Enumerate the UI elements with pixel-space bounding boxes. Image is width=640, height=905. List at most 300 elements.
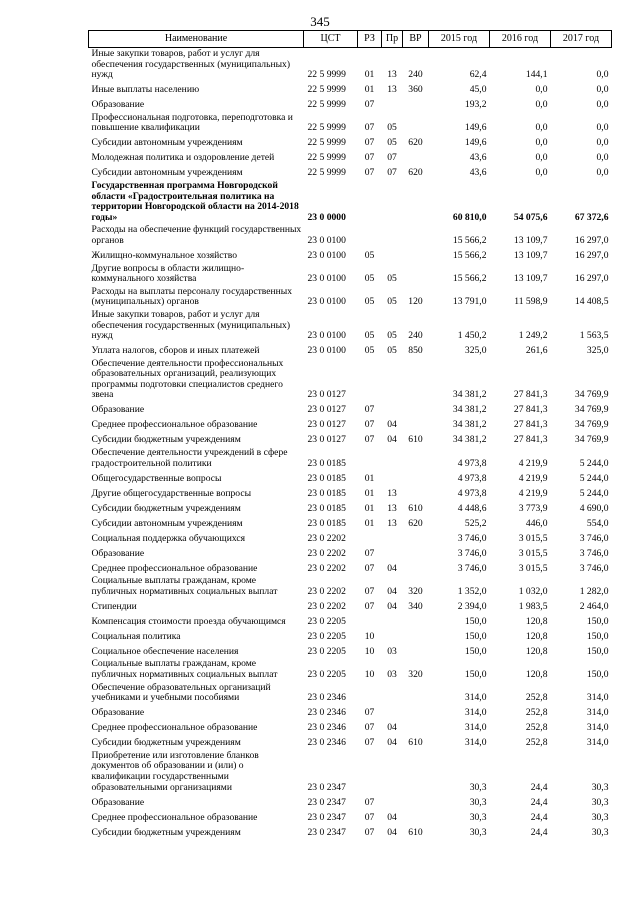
row-rz: 05 <box>364 330 375 342</box>
row-2017: 34 769,9 <box>574 389 609 401</box>
row-2015: 34 381,2 <box>452 389 487 401</box>
row-vr: 620 <box>408 137 423 149</box>
row-2017: 314,0 <box>586 722 609 734</box>
row-2017: 1 282,0 <box>579 585 609 597</box>
table-row <box>89 500 612 515</box>
row-cst: 23 0 0100 <box>307 249 346 261</box>
row-vr <box>403 97 429 112</box>
row-2015: 2 394,0 <box>457 600 487 612</box>
table-row <box>89 343 612 358</box>
row-pr: 04 <box>387 585 397 597</box>
row-2017: 30,3 <box>591 811 609 823</box>
table-row <box>89 470 612 485</box>
row-pr <box>382 682 403 705</box>
row-2016: 3 773,9 <box>518 502 548 514</box>
row-2016: 252,8 <box>525 707 548 719</box>
row-pr <box>382 628 403 643</box>
table-row <box>89 224 612 247</box>
row-cst: 23 0 0100 <box>307 234 346 246</box>
row-2015: 314,0 <box>464 707 487 719</box>
row-name: Субсидии автономным учреждениям <box>91 137 243 149</box>
row-rz <box>358 180 382 224</box>
row-rz: 01 <box>364 69 375 81</box>
row-rz: 07 <box>364 600 375 612</box>
row-2017: 1 563,5 <box>579 330 609 342</box>
table-row <box>89 530 612 545</box>
row-vr: 620 <box>408 517 423 529</box>
table-row <box>89 575 612 598</box>
row-name: Иные выплаты населению <box>91 84 200 96</box>
row-rz <box>358 358 382 402</box>
row-2015: 60 810,0 <box>452 211 487 223</box>
row-2015: 34 381,2 <box>452 434 487 446</box>
row-vr: 320 <box>408 585 423 597</box>
row-cst: 23 0 2346 <box>307 692 346 704</box>
row-2015: 43,6 <box>469 167 487 179</box>
row-2017: 3 746,0 <box>579 532 609 544</box>
row-name: Среднее профессиональное образование <box>91 419 258 431</box>
row-cst: 23 0 2346 <box>307 737 346 749</box>
row-vr <box>403 809 429 824</box>
row-vr <box>403 545 429 560</box>
row-2015: 4 973,8 <box>457 457 487 469</box>
row-name: Образование <box>91 707 145 719</box>
row-2016: 4 219,9 <box>518 457 548 469</box>
row-2015: 314,0 <box>464 722 487 734</box>
row-2016: 27 841,3 <box>513 389 548 401</box>
row-pr: 04 <box>387 826 397 838</box>
row-rz: 07 <box>364 419 375 431</box>
table-row <box>89 735 612 750</box>
row-vr <box>403 682 429 705</box>
row-2017: 314,0 <box>586 692 609 704</box>
row-2016: 252,8 <box>525 692 548 704</box>
row-cst: 23 0 0185 <box>307 487 346 499</box>
row-rz: 05 <box>364 345 375 357</box>
row-2017: 150,0 <box>586 669 609 681</box>
row-name: Среднее профессиональное образование <box>91 811 258 823</box>
row-pr <box>382 545 403 560</box>
row-cst: 23 0 0127 <box>307 434 346 446</box>
row-2016: 0,0 <box>535 137 548 149</box>
row-cst: 23 0 2205 <box>307 645 346 657</box>
row-name: Социальные выплаты гражданам, кроме публичных нормативных социальных выплат <box>91 575 278 597</box>
row-2016: 261,6 <box>525 345 548 357</box>
row-2017: 16 297,0 <box>574 273 609 285</box>
row-name: Другие общегосударственные вопросы <box>91 487 252 499</box>
row-2016: 1 249,2 <box>518 330 548 342</box>
row-2016: 13 109,7 <box>513 234 548 246</box>
row-cst: 23 0 2205 <box>307 615 346 627</box>
row-2015: 314,0 <box>464 692 487 704</box>
row-pr: 13 <box>387 517 397 529</box>
table-row <box>89 150 612 165</box>
row-rz: 07 <box>364 585 375 597</box>
row-name: Иные закупки товаров, работ и услуг для обеспечения государственных (муниципальных) нужд <box>91 48 291 81</box>
row-2015: 45,0 <box>469 84 487 96</box>
row-2017: 30,3 <box>591 826 609 838</box>
row-name: Субсидии бюджетным учреждениям <box>91 737 241 749</box>
row-cst: 22 5 9999 <box>307 84 346 96</box>
row-cst: 23 0 0185 <box>307 517 346 529</box>
row-2016: 0,0 <box>535 99 548 111</box>
row-2017: 3 746,0 <box>579 562 609 574</box>
row-pr: 07 <box>387 167 397 179</box>
row-cst: 23 0 2205 <box>307 630 346 642</box>
table-row <box>89 286 612 309</box>
row-pr: 04 <box>387 434 397 446</box>
row-2016: 120,8 <box>525 630 548 642</box>
row-pr: 04 <box>387 722 397 734</box>
row-cst: 23 0 0185 <box>307 472 346 484</box>
row-name: Общегосударственные вопросы <box>91 472 222 484</box>
row-2016: 1 983,5 <box>518 600 548 612</box>
row-2017: 0,0 <box>596 69 609 81</box>
row-rz: 05 <box>364 249 375 261</box>
row-name: Расходы на выплаты персоналу государственных (муниципальных) органов <box>91 285 293 308</box>
row-2015: 30,3 <box>469 826 487 838</box>
row-vr: 610 <box>408 434 423 446</box>
row-vr <box>403 628 429 643</box>
row-cst: 23 0 2347 <box>307 826 346 838</box>
row-2017: 4 690,0 <box>579 502 609 514</box>
row-name: Профессиональная подготовка, переподготовка и повышение квалификации <box>91 111 293 134</box>
row-2016: 27 841,3 <box>513 434 548 446</box>
table-row <box>89 48 612 82</box>
table-row <box>89 135 612 150</box>
row-vr <box>403 470 429 485</box>
row-2016: 27 841,3 <box>513 419 548 431</box>
row-cst: 23 0 2347 <box>307 811 346 823</box>
row-2017: 16 297,0 <box>574 234 609 246</box>
row-pr: 05 <box>387 330 397 342</box>
row-pr <box>382 248 403 263</box>
row-vr <box>403 720 429 735</box>
row-2015: 15 566,2 <box>452 249 487 261</box>
header-vr: ВР <box>403 31 429 48</box>
table-body <box>89 48 612 840</box>
table-row <box>89 824 612 839</box>
row-2017: 150,0 <box>586 615 609 627</box>
row-cst: 22 5 9999 <box>307 69 346 81</box>
row-2017: 67 372,6 <box>574 211 609 223</box>
row-2015: 1 450,2 <box>457 330 487 342</box>
row-cst: 23 0 0127 <box>307 389 346 401</box>
row-rz: 10 <box>364 630 375 642</box>
row-2015: 150,0 <box>464 630 487 642</box>
row-pr <box>382 358 403 402</box>
row-2015: 13 791,0 <box>452 296 487 308</box>
row-2017: 0,0 <box>596 167 609 179</box>
row-cst: 22 5 9999 <box>307 167 346 179</box>
row-rz: 07 <box>364 737 375 749</box>
row-2015: 193,2 <box>464 99 487 111</box>
row-rz: 07 <box>364 152 375 164</box>
row-2015: 34 381,2 <box>452 419 487 431</box>
row-vr: 610 <box>408 737 423 749</box>
row-cst: 23 0 0185 <box>307 502 346 514</box>
row-pr <box>382 530 403 545</box>
row-name: Образование <box>91 99 145 111</box>
row-pr <box>382 705 403 720</box>
table-row <box>89 82 612 97</box>
row-vr <box>403 447 429 470</box>
row-cst: 22 5 9999 <box>307 122 346 134</box>
row-2017: 0,0 <box>596 152 609 164</box>
row-2015: 4 973,8 <box>457 472 487 484</box>
row-name: Образование <box>91 547 145 559</box>
row-vr <box>403 613 429 628</box>
row-name: Обеспечение деятельности учреждений в сфере градостроительной политики <box>91 447 288 469</box>
table-row <box>89 165 612 180</box>
row-2015: 149,6 <box>464 137 487 149</box>
table-row <box>89 598 612 613</box>
row-2017: 30,3 <box>591 796 609 808</box>
row-2016: 120,8 <box>525 645 548 657</box>
row-name: Социальная политика <box>91 630 181 642</box>
row-rz <box>358 750 382 794</box>
row-pr: 04 <box>387 562 397 574</box>
row-pr: 03 <box>387 669 397 681</box>
row-rz: 07 <box>364 811 375 823</box>
row-2016: 4 219,9 <box>518 487 548 499</box>
row-name: Субсидии бюджетным учреждениям <box>91 826 241 838</box>
row-name: Компенсация стоимости проезда обучающимся <box>91 615 286 627</box>
row-2017: 554,0 <box>586 517 609 529</box>
table-row <box>89 432 612 447</box>
row-2016: 0,0 <box>535 84 548 96</box>
table-row <box>89 358 612 402</box>
row-rz: 07 <box>364 99 375 111</box>
row-cst: 23 0 0127 <box>307 419 346 431</box>
row-name: Приобретение или изготовление бланков документов об образовании и (или) о квалификации государственными образовательными организациями <box>91 749 259 793</box>
row-2015: 30,3 <box>469 781 487 793</box>
row-2016: 252,8 <box>525 737 548 749</box>
row-cst: 23 0 0185 <box>307 457 346 469</box>
row-pr: 05 <box>387 137 397 149</box>
row-rz: 05 <box>364 273 375 285</box>
row-name: Социальная поддержка обучающихся <box>91 532 246 544</box>
row-pr: 13 <box>387 69 397 81</box>
row-2016: 27 841,3 <box>513 404 548 416</box>
row-2016: 0,0 <box>535 152 548 164</box>
row-name: Среднее профессиональное образование <box>91 722 258 734</box>
table-row <box>89 545 612 560</box>
row-2016: 3 015,5 <box>518 562 548 574</box>
row-rz: 07 <box>364 562 375 574</box>
row-vr <box>403 263 429 286</box>
row-vr <box>403 530 429 545</box>
row-2016: 144,1 <box>525 69 548 81</box>
row-2017: 34 769,9 <box>574 419 609 431</box>
table-row <box>89 263 612 286</box>
row-pr <box>382 794 403 809</box>
row-2017: 150,0 <box>586 630 609 642</box>
row-2015: 3 746,0 <box>457 532 487 544</box>
row-2015: 4 448,6 <box>457 502 487 514</box>
row-vr: 620 <box>408 167 423 179</box>
row-pr <box>382 447 403 470</box>
row-name: Другие вопросы в области жилищно-коммунального хозяйства <box>91 262 245 285</box>
table-row <box>89 628 612 643</box>
row-2017: 3 746,0 <box>579 547 609 559</box>
row-pr: 13 <box>387 502 397 514</box>
row-cst: 23 0 2347 <box>307 781 346 793</box>
header-2015: 2015 год <box>429 31 490 48</box>
row-cst: 23 0 2202 <box>307 562 346 574</box>
row-rz: 01 <box>364 84 375 96</box>
row-2016: 120,8 <box>525 669 548 681</box>
row-2015: 30,3 <box>469 811 487 823</box>
row-2017: 14 408,5 <box>574 296 609 308</box>
row-2017: 150,0 <box>586 645 609 657</box>
row-cst: 23 0 0100 <box>307 273 346 285</box>
row-pr: 04 <box>387 811 397 823</box>
row-2017: 314,0 <box>586 707 609 719</box>
row-pr <box>382 470 403 485</box>
row-2015: 62,4 <box>469 69 487 81</box>
row-cst: 23 0 0100 <box>307 345 346 357</box>
row-2015: 150,0 <box>464 615 487 627</box>
row-rz: 07 <box>364 796 375 808</box>
row-name: Образование <box>91 404 145 416</box>
row-cst: 22 5 9999 <box>307 152 346 164</box>
row-rz: 07 <box>364 122 375 134</box>
row-cst: 22 5 9999 <box>307 99 346 111</box>
row-name: Жилищно-коммунальное хозяйство <box>91 249 238 261</box>
row-rz: 07 <box>364 434 375 446</box>
row-pr <box>382 97 403 112</box>
row-rz: 07 <box>364 137 375 149</box>
row-rz <box>358 613 382 628</box>
row-2015: 150,0 <box>464 669 487 681</box>
table-row <box>89 180 612 224</box>
row-pr: 04 <box>387 419 397 431</box>
row-2017: 0,0 <box>596 99 609 111</box>
row-vr <box>403 560 429 575</box>
row-rz: 10 <box>364 645 375 657</box>
row-2016: 11 598,9 <box>514 296 548 308</box>
table-row <box>89 248 612 263</box>
table-row <box>89 309 612 343</box>
row-rz: 01 <box>364 472 375 484</box>
row-2015: 150,0 <box>464 645 487 657</box>
row-2015: 325,0 <box>464 345 487 357</box>
row-vr <box>403 150 429 165</box>
row-cst: 22 5 9999 <box>307 137 346 149</box>
row-vr: 340 <box>408 600 423 612</box>
row-2017: 34 769,9 <box>574 404 609 416</box>
row-name: Субсидии бюджетным учреждениям <box>91 434 241 446</box>
row-vr: 610 <box>408 826 423 838</box>
row-name: Уплата налогов, сборов и иных платежей <box>91 345 260 357</box>
row-name: Субсидии бюджетным учреждениям <box>91 502 241 514</box>
row-2015: 43,6 <box>469 152 487 164</box>
row-pr: 13 <box>387 84 397 96</box>
row-2016: 24,4 <box>530 826 548 838</box>
row-rz <box>358 447 382 470</box>
row-vr: 240 <box>408 330 423 342</box>
row-2017: 5 244,0 <box>579 487 609 499</box>
row-2016: 3 015,5 <box>518 532 548 544</box>
row-cst: 23 0 0100 <box>307 330 346 342</box>
row-rz: 07 <box>364 547 375 559</box>
row-vr: 360 <box>408 84 423 96</box>
row-cst: 23 0 2346 <box>307 707 346 719</box>
row-vr <box>403 794 429 809</box>
row-name: Субсидии автономным учреждениям <box>91 167 243 179</box>
row-vr: 850 <box>408 345 423 357</box>
row-2017: 30,3 <box>591 781 609 793</box>
table-row <box>89 705 612 720</box>
table-row <box>89 643 612 658</box>
row-2016: 24,4 <box>530 781 548 793</box>
table-row <box>89 720 612 735</box>
row-2015: 1 352,0 <box>457 585 487 597</box>
row-vr: 610 <box>408 502 423 514</box>
header-pr: Пр <box>382 31 403 48</box>
row-pr <box>382 613 403 628</box>
row-name: Среднее профессиональное образование <box>91 562 258 574</box>
table-row <box>89 402 612 417</box>
row-pr: 05 <box>387 273 397 285</box>
row-rz: 10 <box>364 669 375 681</box>
row-rz <box>358 530 382 545</box>
row-vr <box>403 485 429 500</box>
row-2016: 252,8 <box>525 722 548 734</box>
row-2016: 120,8 <box>525 615 548 627</box>
table-row <box>89 560 612 575</box>
row-2015: 15 566,2 <box>452 234 487 246</box>
table-row <box>89 97 612 112</box>
row-name: Социальные выплаты гражданам, кроме публичных нормативных социальных выплат <box>91 658 278 681</box>
row-2015: 3 746,0 <box>457 562 487 574</box>
row-2015: 34 381,2 <box>452 404 487 416</box>
header-rz: РЗ <box>358 31 382 48</box>
row-vr <box>403 180 429 224</box>
row-2017: 325,0 <box>586 345 609 357</box>
row-2016: 24,4 <box>530 811 548 823</box>
row-2017: 5 244,0 <box>579 457 609 469</box>
row-cst: 23 0 2202 <box>307 532 346 544</box>
header-cst: ЦСТ <box>304 31 358 48</box>
row-vr <box>403 248 429 263</box>
row-2016: 4 219,9 <box>518 472 548 484</box>
row-pr <box>382 750 403 794</box>
table-row <box>89 750 612 794</box>
row-pr: 13 <box>387 487 397 499</box>
row-vr: 120 <box>408 296 423 308</box>
row-2015: 15 566,2 <box>452 273 487 285</box>
row-pr <box>382 402 403 417</box>
table-row <box>89 682 612 705</box>
row-cst: 23 0 0100 <box>307 296 346 308</box>
row-name: Образование <box>91 796 145 808</box>
row-2017: 2 464,0 <box>579 600 609 612</box>
budget-table <box>88 30 612 839</box>
row-pr: 03 <box>387 645 397 657</box>
row-pr <box>382 180 403 224</box>
row-vr <box>403 402 429 417</box>
row-pr <box>382 224 403 247</box>
table-header-row <box>89 31 612 48</box>
table-row <box>89 515 612 530</box>
row-2015: 3 746,0 <box>457 547 487 559</box>
row-pr: 04 <box>387 600 397 612</box>
row-2017: 0,0 <box>596 137 609 149</box>
row-cst: 23 0 0127 <box>307 404 346 416</box>
table-row <box>89 112 612 135</box>
